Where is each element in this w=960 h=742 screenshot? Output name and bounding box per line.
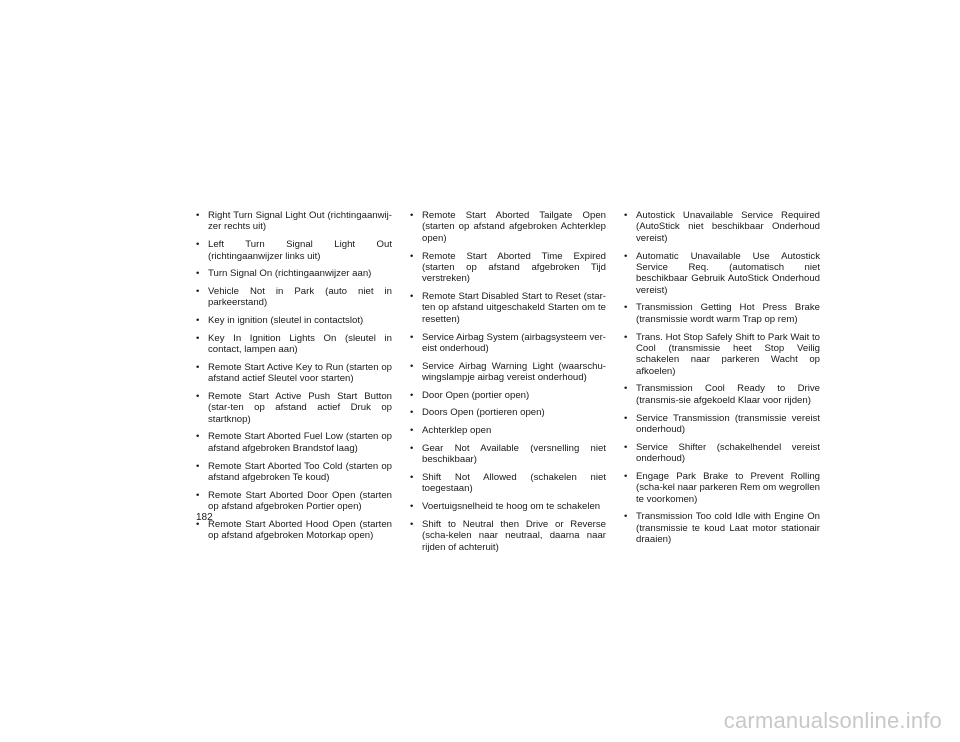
list-item: • Remote Start Aborted Too Cold (starten op afstand afgebroken Te koud): [196, 461, 392, 484]
list-item: • Vehicle Not in Park (auto niet in parkeerstand): [196, 286, 392, 309]
text-column-1: [196, 210, 392, 548]
list-item: • Transmission Too cold Idle with Engine On (transmissie te koud Laat motor stationair draaien): [624, 511, 820, 545]
list-item: • Gear Not Available (versnelling niet beschikbaar): [410, 443, 606, 466]
list-item: • Right Turn Signal Light Out (richtingaanwij-zer rechts uit): [196, 210, 392, 233]
list-item: • Turn Signal On (richtingaanwijzer aan): [196, 268, 392, 279]
list-item: • Shift to Neutral then Drive or Reverse (scha-kelen naar neutraal, daarna naar rijden of achteruit): [410, 519, 606, 553]
list-item: • Engage Park Brake to Prevent Rolling (scha-kel naar parkeren Rem om wegrollen te voorkomen): [624, 471, 820, 505]
list-item: • Service Shifter (schakelhendel vereist onderhoud): [624, 442, 820, 465]
bullet-list-1: [196, 210, 392, 542]
text-column-2: [410, 210, 606, 559]
list-item: • Service Airbag Warning Light (waarschu-wingslampje airbag vereist onderhoud): [410, 361, 606, 384]
list-item: • Key in ignition (sleutel in contactslot): [196, 315, 392, 326]
list-item: • Remote Start Disabled Start to Reset (star-ten op afstand uitgeschakeld Starten om te resetten): [410, 291, 606, 325]
list-item: • Remote Start Aborted Time Expired (starten op afstand afgebroken Tijd verstreken): [410, 251, 606, 285]
list-item: • Shift Not Allowed (schakelen niet toegestaan): [410, 472, 606, 495]
bullet-list-3: [624, 210, 820, 546]
list-item: • Key In Ignition Lights On (sleutel in contact, lampen aan): [196, 333, 392, 356]
list-item: • Automatic Unavailable Use Autostick Service Req. (automatisch niet beschikbaar Gebruik AutoStick Onderhoud vereist): [624, 251, 820, 297]
watermark-text: carmanualsonline.info: [723, 708, 942, 733]
list-item: • Service Transmission (transmissie vereist onderhoud): [624, 413, 820, 436]
list-item: • Trans. Hot Stop Safely Shift to Park Wait to Cool (transmissie heet Stop Veilig schakelen naar parkeren Wacht op afkoelen): [624, 332, 820, 378]
list-item: • Voertuigsnelheid te hoog om te schakelen: [410, 501, 606, 512]
list-item: • Service Airbag System (airbagsysteem ver-eist onderhoud): [410, 332, 606, 355]
list-item: • Transmission Getting Hot Press Brake (transmissie wordt warm Trap op rem): [624, 302, 820, 325]
list-item: • Remote Start Aborted Tailgate Open (starten op afstand afgebroken Achterklep open): [410, 210, 606, 244]
list-item: • Autostick Unavailable Service Required (AutoStick niet beschikbaar Onderhoud vereist): [624, 210, 820, 244]
list-item: • Left Turn Signal Light Out (richtingaanwijzer links uit): [196, 239, 392, 262]
page-number: 182: [196, 512, 213, 523]
text-column-3: [624, 210, 820, 552]
list-item: • Remote Start Active Key to Run (starten op afstand actief Sleutel voor starten): [196, 362, 392, 385]
bullet-list-2: [410, 210, 606, 553]
list-item: • Remote Start Aborted Fuel Low (starten op afstand afgebroken Brandstof laag): [196, 431, 392, 454]
list-item: • Remote Start Active Push Start Button (star-ten op afstand actief Druk op startknop): [196, 391, 392, 425]
list-item: • Achterklep open: [410, 425, 606, 436]
list-item: • Door Open (portier open): [410, 390, 606, 401]
list-item: • Doors Open (portieren open): [410, 407, 606, 418]
list-item: • Remote Start Aborted Door Open (starten op afstand afgebroken Portier open): [196, 490, 392, 513]
list-item: • Transmission Cool Ready to Drive (transmis-sie afgekoeld Klaar voor rijden): [624, 383, 820, 406]
list-item: • Remote Start Aborted Hood Open (starten op afstand afgebroken Motorkap open): [196, 519, 392, 542]
